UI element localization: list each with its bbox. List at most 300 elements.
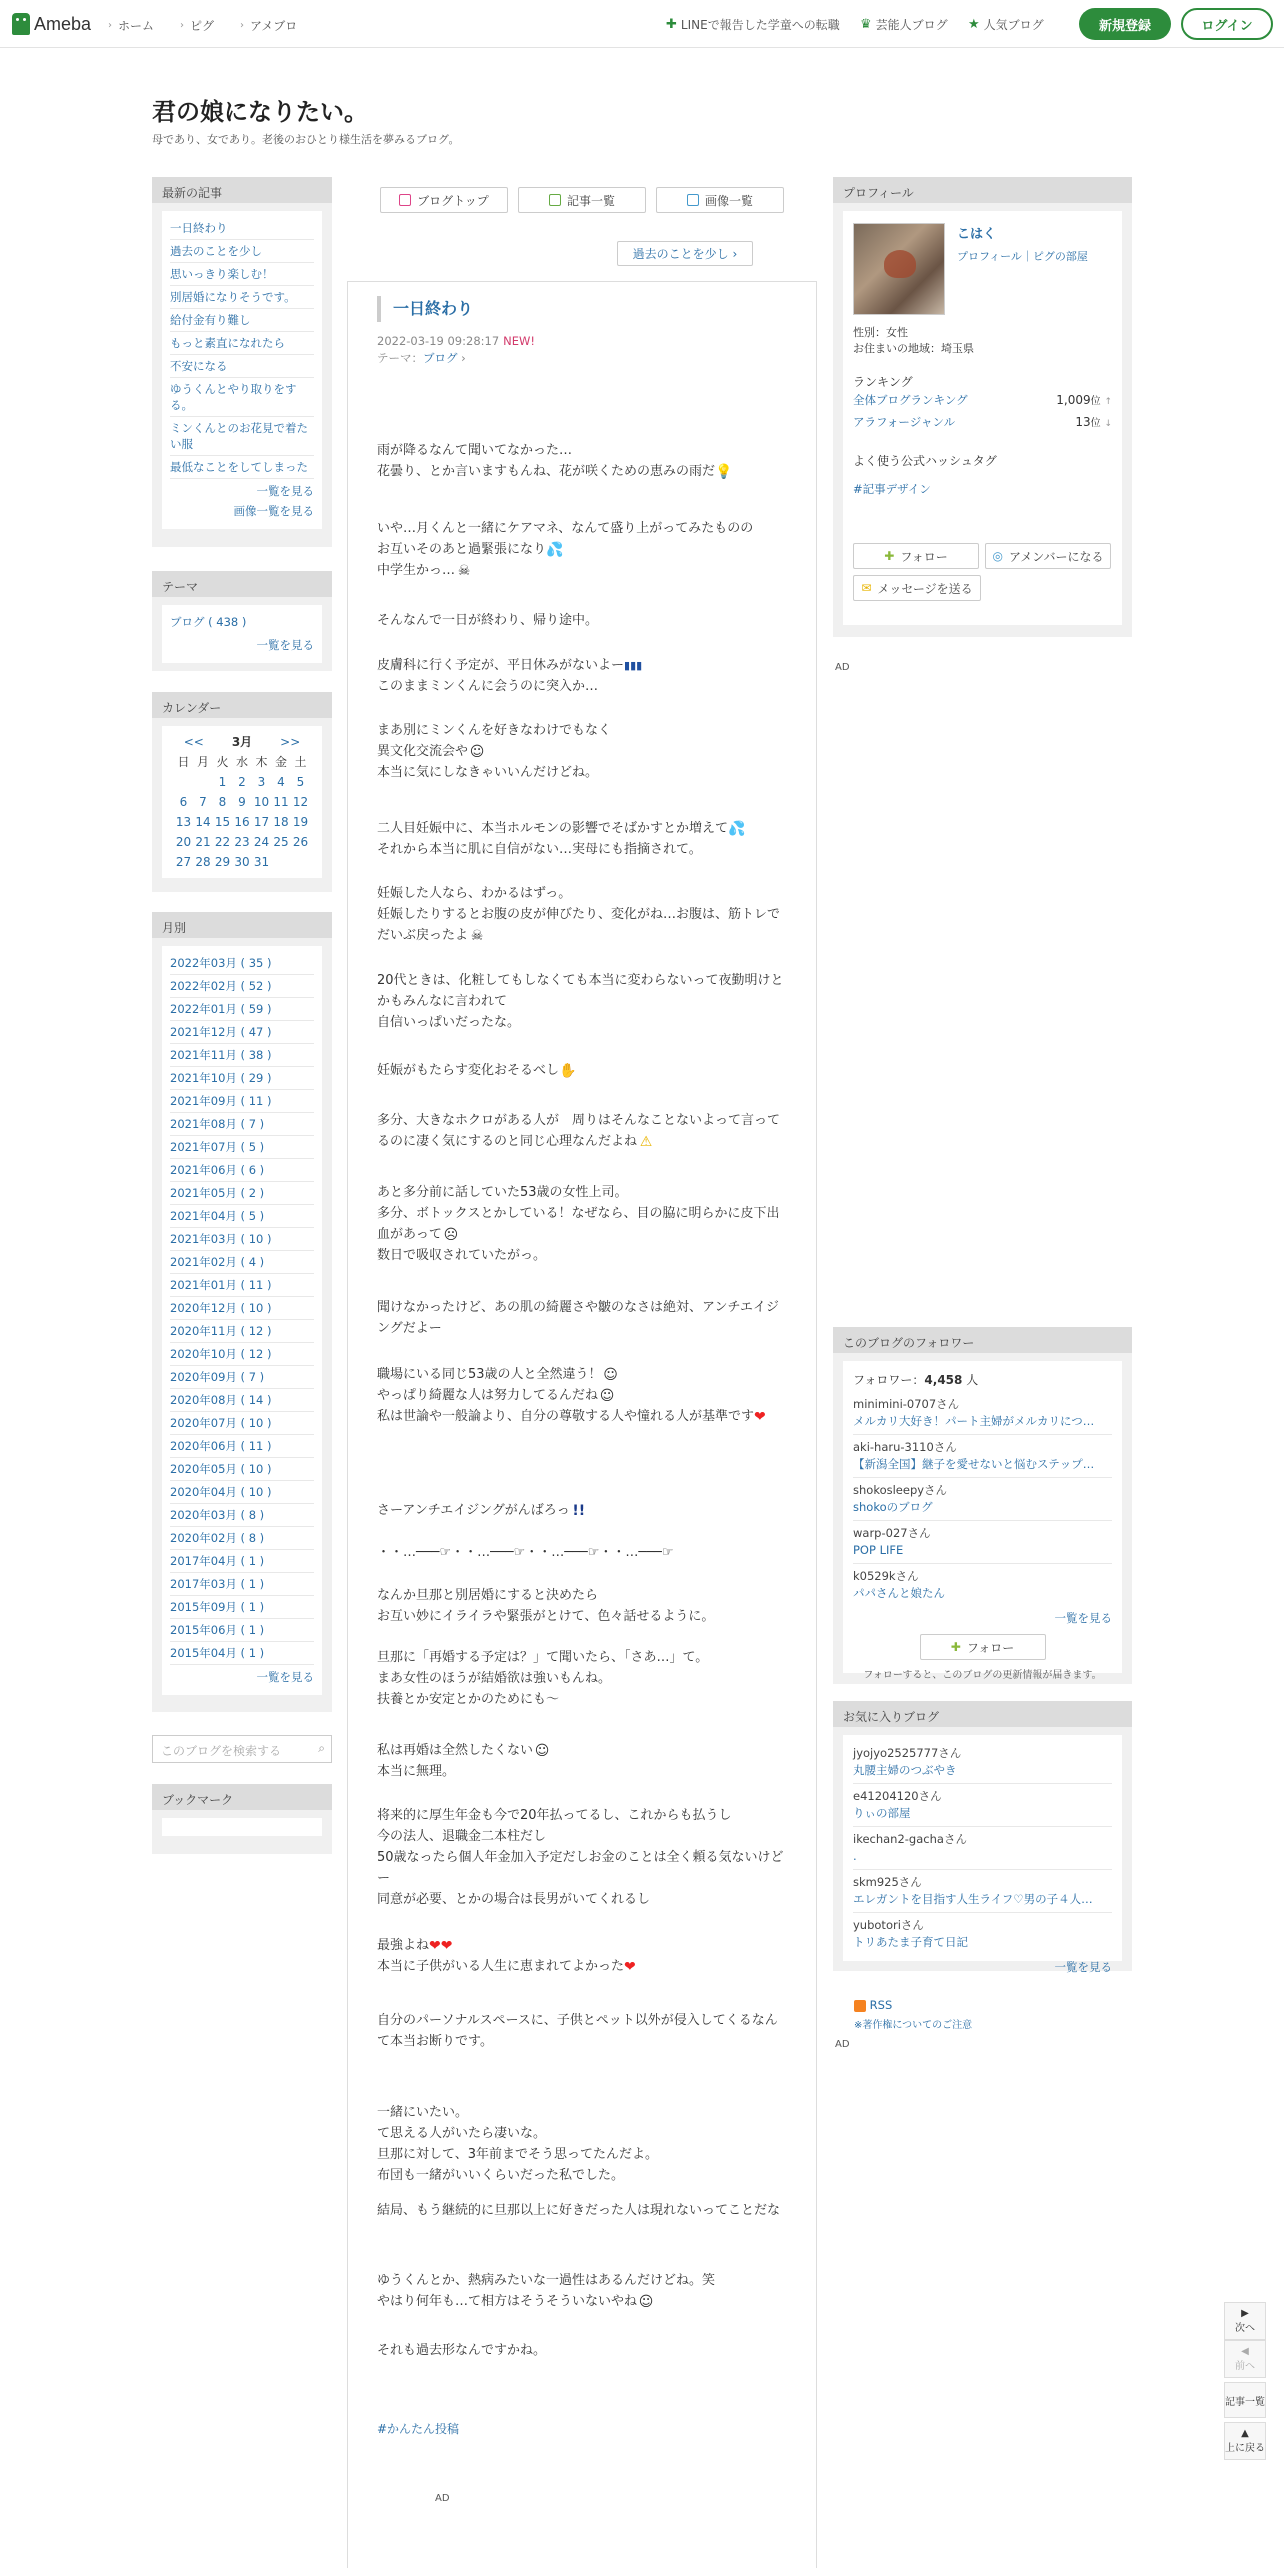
favorite-item[interactable]: [853, 1784, 1112, 1827]
follower-name[interactable]: k0529kさん: [853, 1569, 919, 1583]
recent-article-link[interactable]: ゆうくんとやり取りをする。: [170, 378, 314, 417]
blog-description: 母であり、女であり。老後のおひとり様生活を夢みるブログ。: [152, 133, 460, 146]
scroll-top-button[interactable]: ▲ 上に戻る: [1224, 2422, 1266, 2460]
calendar-day[interactable]: 25: [273, 835, 289, 849]
calendar-day[interactable]: 13: [175, 815, 192, 829]
favorite-name[interactable]: skm925さん: [853, 1875, 922, 1889]
article-title[interactable]: 一日終わり: [377, 296, 473, 322]
calendar: [162, 726, 322, 878]
warning-icon: ⚠: [639, 1133, 653, 1150]
new-badge: NEW!: [503, 334, 535, 348]
bookmark-box: [152, 1784, 332, 1854]
archive-month-link[interactable]: 2021年07月 ( 5 ): [170, 1136, 314, 1159]
recent-more-link[interactable]: 一覧を見る: [256, 484, 314, 498]
star-icon: ★: [968, 17, 980, 32]
plus-icon: ✚: [666, 17, 677, 32]
profile-name[interactable]: こはく: [957, 227, 997, 242]
chevron-right-icon: ›: [240, 20, 244, 31]
archive-month-link[interactable]: 2021年04月 ( 5 ): [170, 1205, 314, 1228]
archive-month-link[interactable]: 2021年06月 ( 6 ): [170, 1159, 314, 1182]
calendar-month: 3月: [231, 735, 253, 749]
calendar-day[interactable]: 26: [292, 835, 309, 849]
article-line: 妊娠したりするとお腹の皮が伸びたり、変化がね…お腹は、筋トレでだいぶ戻ったよ ☠: [377, 907, 781, 944]
article-line: このままミンくんに会うのに突入か…: [377, 679, 599, 694]
calendar-day[interactable]: 28: [195, 855, 211, 869]
favorite-blog[interactable]: .: [853, 1849, 857, 1863]
article-line: 今の法人、退職金二本柱だし: [377, 1829, 547, 1844]
article-line: お互い妙にイライラや緊張がとけて、色々話せるように。: [377, 1609, 715, 1624]
favorite-item[interactable]: [853, 1827, 1112, 1870]
article-line: まあ別にミンくんを好きなわけでもなく: [377, 723, 612, 738]
register-button[interactable]: 新規登録: [1079, 8, 1171, 40]
archive-month-link[interactable]: 2020年06月 ( 11 ): [170, 1435, 314, 1458]
favorite-item[interactable]: [853, 1741, 1112, 1784]
nav-pigg[interactable]: › ピグ: [180, 19, 215, 33]
followers-box: このブログのフォロワー フォロワー：4,458 人 minimini-0707さん メルカリ大好き！パート主婦がメルカリにつ… aki-haru-3110さん 【新潟全国】継子を愛せないと悩むステップ… shokosleepyさん shokoのブログ warp-027さん POP LIFE k0529kさん パパさんと娘たん 一覧を見る ✚ フォロー フォローすると、このブログの更新情報が届きます。: [833, 1327, 1132, 1684]
article-line: それも過去形なんですかね。: [377, 2343, 547, 2358]
favorite-item[interactable]: [853, 1913, 1112, 1955]
article-paragraph: [377, 1542, 787, 1563]
article-line: まあ女性のほうが結婚欲は強いもんね。: [377, 1671, 612, 1686]
article-line: 皮膚科に行く予定が、平日休みがないよー▮▮▮: [377, 658, 643, 673]
profile-gender: 性別：女性: [853, 326, 908, 339]
calendar-day[interactable]: 1: [218, 775, 227, 789]
follower-item[interactable]: [853, 1521, 1112, 1564]
article-paragraph: [377, 720, 787, 783]
follower-name[interactable]: shokosleepyさん: [853, 1483, 948, 1497]
article-line: そんなんで一日が終わり、帰り途中。: [377, 613, 599, 628]
favorite-blog[interactable]: トリあたま子育て日記: [853, 1935, 968, 1949]
tab-blog-top[interactable]: ブログトップ: [380, 187, 508, 213]
blog-top-icon: [399, 194, 411, 206]
favorite-blog[interactable]: 丸腰主婦のつぶやき: [853, 1763, 957, 1777]
article-line: 一緒にいたい。: [377, 2105, 469, 2120]
rank-overall[interactable]: 全体ブログランキング 1,009位 ↑: [853, 393, 1112, 407]
calendar-day[interactable]: 30: [234, 855, 250, 869]
heart-icon: ❤❤: [429, 1937, 453, 1954]
favorite-blog[interactable]: りぃの部屋: [853, 1806, 911, 1820]
article-paragraph: [377, 1585, 787, 1627]
follow-button[interactable]: ✚ フォロー: [853, 543, 979, 569]
profile-links[interactable]: プロフィール｜ピグの部屋: [957, 250, 1088, 263]
calendar-day: [271, 852, 291, 872]
profile-hashtag[interactable]: #記事デザイン: [853, 482, 931, 496]
article-line: やっぱり綺麗な人は努力してるんだね ☺: [377, 1387, 615, 1404]
ad-label: AD: [435, 2493, 450, 2504]
follow-note: フォローすると、このブログの更新情報が届きます。: [863, 1670, 1102, 1681]
article-line: 自信いっぱいだったな。: [377, 1015, 521, 1030]
article-line: 自分のパーソナルスペースに、子供とペット以外が侵入してくるなんて本当お断りです。: [377, 2013, 778, 2049]
calendar-day[interactable]: 20: [175, 835, 192, 849]
article-line: 旦那に「再婚する予定は？」て聞いたら、「さあ…」て。: [377, 1650, 709, 1665]
article-line: 雨が降るなんて聞いてなかった…: [377, 443, 573, 458]
article-paragraph: [377, 610, 787, 631]
archive-month-link[interactable]: 2015年06月 ( 1 ): [170, 1619, 314, 1642]
article-line: 最強よね❤❤: [377, 1937, 453, 1954]
follower-item[interactable]: [853, 1435, 1112, 1478]
article-paragraph: [377, 1364, 787, 1427]
article-paragraph: [377, 440, 787, 482]
article-line: 職場にいる同じ53歳の人と全然違う！ ☺: [377, 1366, 618, 1383]
article-paragraph: [377, 1805, 787, 1910]
article-line: なんか旦那と別居婚にすると決めたら: [377, 1588, 599, 1603]
camera-icon: [687, 194, 699, 206]
calendar-day[interactable]: 6: [179, 795, 188, 809]
calendar-day[interactable]: 3: [257, 775, 266, 789]
article-paragraph: [377, 818, 787, 860]
archive-month-link[interactable]: 2022年03月 ( 35 ): [170, 952, 314, 975]
ameba-logo[interactable]: Ameba: [12, 12, 91, 36]
article-line: 本当に気にしなきゃいいんだけどね。: [377, 765, 599, 780]
recent-article-link[interactable]: 過去のことを少し: [170, 240, 314, 263]
follower-blog[interactable]: パパさんと娘たん: [853, 1586, 945, 1600]
profile-box: [833, 177, 1132, 637]
calendar-day[interactable]: 19: [292, 815, 309, 829]
calendar-day[interactable]: 5: [296, 775, 305, 789]
article-line: 花曇り、とか言いますもんね、花が咲くための恵みの雨だ💡: [377, 463, 733, 480]
archive-month-link[interactable]: 2021年12月 ( 47 ): [170, 1021, 314, 1044]
rank-genre[interactable]: アラフォージャンル 13位 ↓: [853, 415, 1112, 429]
calendar-day[interactable]: 29: [214, 855, 231, 869]
ameba-logo-icon: [12, 13, 30, 35]
follower-blog[interactable]: 【新潟全国】継子を愛せないと悩むステップ…: [853, 1457, 1095, 1471]
article-line: 布団も一緒がいいくらいだった私でした。: [377, 2168, 625, 2183]
follower-name[interactable]: minimini-0707さん: [853, 1397, 960, 1411]
followers-more-link[interactable]: 一覧を見る: [1054, 1611, 1112, 1625]
link-celebrity-blog[interactable]: ♛ 芸能人ブログ: [860, 17, 948, 32]
article-list-float-button[interactable]: 記事一覧: [1224, 2382, 1266, 2418]
arrow-left-icon: ◀: [1241, 2346, 1249, 2357]
arrow-down-icon: ↓: [1104, 419, 1112, 429]
article-theme-link[interactable]: ブログ: [423, 351, 458, 365]
profile-heading: プロフィール: [833, 177, 1132, 203]
calendar-weekday: 土: [294, 755, 307, 769]
face-icon: ☺: [603, 1366, 618, 1383]
article-line: 同意が必要、とかの場合は長男がいてくれるし: [377, 1892, 651, 1907]
theme-more-link[interactable]: 一覧を見る: [256, 638, 314, 652]
calendar-day[interactable]: 11: [273, 795, 289, 809]
calendar-weekday: 水: [235, 755, 248, 769]
calendar-day: [174, 772, 194, 792]
archive-month-link[interactable]: 2021年08月 ( 7 ): [170, 1113, 314, 1136]
article-line: 20代ときは、化粧してもしなくても本当に変わらないって夜勤明けとかもみんなに言われて: [377, 973, 784, 1009]
calendar-day[interactable]: 14: [195, 815, 211, 829]
favorites-heading: お気に入りブログ: [833, 1701, 1132, 1727]
rss-icon: [854, 2000, 866, 2012]
recent-heading: 最新の記事: [152, 177, 332, 203]
arrow-up-icon: ↑: [1104, 397, 1112, 407]
archive-month-link[interactable]: 2020年09月 ( 7 ): [170, 1366, 314, 1389]
calendar-weekday: 月: [196, 755, 209, 769]
theme-box: [152, 571, 332, 671]
calendar-day[interactable]: 27: [175, 855, 192, 869]
article-paragraph: [377, 2102, 787, 2186]
favorite-item[interactable]: [853, 1870, 1112, 1913]
archive-month-link[interactable]: 2020年07月 ( 10 ): [170, 1412, 314, 1435]
archive-month-link[interactable]: 2017年04月 ( 1 ): [170, 1550, 314, 1573]
article-hashtag[interactable]: #かんたん投稿: [377, 2422, 460, 2436]
article-paragraph: [377, 1297, 787, 1339]
calendar-day[interactable]: 10: [253, 795, 270, 809]
calendar-prev[interactable]: <<: [183, 735, 204, 749]
article-line: 50歳なったら個人年金加入予定だしお金のことは全く頼る気ないけどー: [377, 1850, 784, 1886]
article-line: いや…月くんと一緒にケアマネ、なんて盛り上がってみたものの: [377, 521, 754, 536]
calendar-day[interactable]: 16: [234, 815, 250, 829]
archive-month-link[interactable]: 2020年11月 ( 12 ): [170, 1320, 314, 1343]
envelope-icon: ✉: [861, 581, 872, 595]
calendar-day: [291, 852, 311, 872]
favorite-blog[interactable]: エレガントを目指す人生ライフ♡男の子４人…: [853, 1892, 1093, 1906]
article-meta: 2022-03-19 09:28:17 NEW! テーマ：ブログ ›: [377, 334, 535, 365]
chevron-right-icon: ›: [461, 351, 466, 365]
article-line: 結局、もう継続的に旦那以上に好きだった人は現れないってことだな: [377, 2203, 781, 2218]
article-line: さーアンチエイジングがんばろっ !!: [377, 1500, 787, 1521]
tab-article-list[interactable]: 記事一覧: [518, 187, 646, 213]
chevron-right-icon: ›: [108, 20, 112, 31]
face-icon: ☺: [469, 743, 485, 760]
article-paragraph: [377, 1110, 787, 1152]
nav-home[interactable]: › ホーム: [108, 19, 155, 33]
face-icon: ☺: [638, 2293, 654, 2310]
calendar-day[interactable]: 12: [292, 795, 309, 809]
followers-heading: このブログのフォロワー: [833, 1327, 1132, 1353]
face-icon: ☺: [599, 1387, 615, 1404]
theme-item[interactable]: ブログ ( 438 ): [170, 615, 247, 629]
blog-search-input[interactable]: このブログを検索する ⌕: [152, 1735, 332, 1763]
article-line: それから本当に肌に自信がない…実母にも指摘されて。: [377, 842, 702, 857]
archive-month-link[interactable]: 2021年10月 ( 29 ): [170, 1067, 314, 1090]
archive-month-link[interactable]: 2020年02月 ( 8 ): [170, 1527, 314, 1550]
next-article-button[interactable]: ▶ 次へ: [1224, 2302, 1266, 2340]
article-line: 旦那に対して、3年前までそう思ってたんだよ。: [377, 2147, 659, 2162]
tab-image-list[interactable]: 画像一覧: [656, 187, 784, 213]
favorite-name[interactable]: yubotoriさん: [853, 1918, 924, 1932]
image-list-link[interactable]: 画像一覧を見る: [233, 504, 314, 518]
article-paragraph: [377, 1647, 787, 1710]
amember-icon: ◎: [992, 549, 1004, 563]
sweat-icon: 💦: [546, 541, 564, 558]
archive-month-link[interactable]: 2021年01月 ( 11 ): [170, 1274, 314, 1297]
message-button[interactable]: ✉ メッセージを送る: [853, 575, 981, 601]
arrow-right-icon: ▶: [1241, 2308, 1249, 2319]
calendar-weekday: 火: [216, 755, 229, 769]
archive-month-link[interactable]: 2021年02月 ( 4 ): [170, 1251, 314, 1274]
article-paragraph: [377, 2340, 787, 2361]
follower-count: 4,458: [924, 1373, 963, 1387]
plus-icon: ✚: [950, 1640, 961, 1654]
calendar-next[interactable]: >>: [280, 735, 301, 749]
article-paragraph: [377, 2200, 787, 2221]
exclamation-icon: !!: [572, 1502, 586, 1519]
recent-articles-box: [152, 177, 332, 547]
calendar-day[interactable]: 2: [238, 775, 246, 789]
ad-label: AD: [835, 2039, 850, 2050]
skull-icon: ☠: [470, 927, 484, 944]
archive-month-link[interactable]: 2020年08月 ( 14 ): [170, 1389, 314, 1412]
theme-heading: テーマ: [152, 571, 332, 597]
calendar-weekday: 木: [255, 755, 268, 769]
article-line: 私は世論や一般論より、自分の尊敬する人や憧れる人が基準です❤: [377, 1408, 766, 1425]
top-bar: [0, 0, 1284, 48]
archive-month-link[interactable]: 2020年05月 ( 10 ): [170, 1458, 314, 1481]
article-line: 扶養とか安定とかのためにも〜: [377, 1692, 560, 1707]
face-icon: ☺: [534, 1742, 550, 1759]
calendar-day[interactable]: 18: [273, 815, 289, 829]
archive-month-link[interactable]: 2015年04月 ( 1 ): [170, 1642, 314, 1665]
follower-item[interactable]: [853, 1392, 1112, 1435]
archive-month-link[interactable]: 2020年03月 ( 8 ): [170, 1504, 314, 1527]
bars-icon: ▮▮▮: [624, 658, 643, 672]
archive-month-link[interactable]: 2021年05月 ( 2 ): [170, 1182, 314, 1205]
arrow-up-icon: ▲: [1241, 2428, 1249, 2439]
article-line: 数日で吸収されていたがっ。: [377, 1248, 547, 1263]
profile-area: お住まいの地域：埼玉県: [853, 342, 974, 355]
article-line: やはり何年も…て相方はそうそういないやね ☺: [377, 2293, 654, 2310]
calendar-day[interactable]: 17: [253, 815, 270, 829]
chevron-right-icon: ›: [732, 246, 738, 261]
prev-article-float-button[interactable]: ◀ 前へ: [1224, 2340, 1266, 2378]
follower-blog[interactable]: メルカリ大好き！パート主婦がメルカリにつ…: [853, 1414, 1095, 1428]
calendar-day[interactable]: 23: [234, 835, 250, 849]
article-line: 中学生かっ… ☠: [377, 560, 787, 581]
article-paragraph: [377, 970, 787, 1033]
calendar-day[interactable]: 15: [214, 815, 231, 829]
plus-icon: ✚: [884, 549, 895, 563]
skull-icon: ☠: [457, 562, 471, 579]
recent-article-link[interactable]: ミンくんとのお花見で着たい服: [170, 417, 314, 456]
ad-label: AD: [835, 662, 850, 673]
bulb-icon: 💡: [715, 463, 733, 480]
favorite-name[interactable]: ikechan2-gachaさん: [853, 1832, 967, 1846]
face-icon: ☹: [443, 1226, 459, 1243]
article-paragraph: [377, 518, 787, 581]
follow-button-2[interactable]: ✚ フォロー: [920, 1634, 1046, 1660]
calendar-weekday: 日: [177, 755, 190, 769]
heart-icon: ❤: [624, 1958, 636, 1975]
profile-avatar[interactable]: [853, 223, 945, 315]
link-line-report[interactable]: ✚ LINEで報告した学童への転職: [666, 17, 840, 32]
archive-month-link[interactable]: 2020年04月 ( 10 ): [170, 1481, 314, 1504]
follower-name[interactable]: warp-027さん: [853, 1526, 931, 1540]
favorites-more-link[interactable]: 一覧を見る: [1054, 1960, 1112, 1974]
chevron-right-icon: ›: [180, 20, 184, 31]
wave-hand-icon: ✋: [559, 1062, 577, 1079]
calendar-day[interactable]: 4: [277, 775, 285, 789]
article-line: お互いそのあと過緊張になり💦: [377, 541, 564, 558]
calendar-day[interactable]: 22: [214, 835, 231, 849]
login-button[interactable]: ログイン: [1181, 8, 1273, 40]
favorite-name[interactable]: e41204120さん: [853, 1789, 942, 1803]
article-line: ・・…───☞・・…───☞・・…───☞・・…───☞: [377, 1545, 674, 1560]
follower-blog[interactable]: shokoのブログ: [853, 1500, 933, 1514]
article-line: 二人目妊娠中に、本当ホルモンの影響でそばかすとか増えて💦: [377, 820, 746, 837]
archive-month-link[interactable]: 2017年03月 ( 1 ): [170, 1573, 314, 1596]
hashtag-label: よく使う公式ハッシュタグ: [853, 454, 997, 468]
heart-icon: ❤: [754, 1408, 766, 1425]
crown-icon: ♛: [860, 17, 872, 32]
article-paragraph: [377, 1500, 787, 1521]
article-line: 本当に無理。: [377, 1764, 456, 1779]
article-paragraph: [377, 1060, 787, 1081]
sweat-icon: 💦: [728, 820, 746, 837]
recent-article-link[interactable]: 給付金有り難し: [170, 309, 314, 332]
calendar-day[interactable]: 7: [199, 795, 207, 809]
favorites-box: [833, 1701, 1132, 1974]
recent-article-link[interactable]: 一日終わり: [170, 217, 314, 240]
archive-month-link[interactable]: 2015年09月 ( 1 ): [170, 1596, 314, 1619]
recent-article-link[interactable]: 最低なことをしてしまった: [170, 456, 314, 479]
article-paragraph: [377, 2270, 787, 2312]
calendar-day[interactable]: 31: [253, 855, 270, 869]
calendar-day[interactable]: 9: [238, 795, 246, 809]
follower-blog[interactable]: POP LIFE: [853, 1543, 904, 1557]
calendar-heading: カレンダー: [152, 692, 332, 718]
archive-month-link[interactable]: 2020年12月 ( 10 ): [170, 1297, 314, 1320]
recent-article-link[interactable]: 別居婚になりそうです。: [170, 286, 314, 309]
archive-more-link[interactable]: 一覧を見る: [256, 1670, 314, 1684]
article-line: 多分、ボトックスとかしている！なぜなら、目の脇に明らかに皮下出血があって ☹: [377, 1206, 780, 1243]
ranking-label: ランキング: [853, 375, 913, 389]
article-line: て思える人がいたら凄いな。: [377, 2126, 547, 2141]
article-line: 本当に子供がいる人生に恵まれてよかった❤: [377, 1958, 636, 1975]
archive-month-link[interactable]: 2021年03月 ( 10 ): [170, 1228, 314, 1251]
article-list-icon: [549, 194, 561, 206]
calendar-day[interactable]: 21: [195, 835, 211, 849]
archive-box: [152, 912, 332, 1712]
archive-month-link[interactable]: 2020年10月 ( 12 ): [170, 1343, 314, 1366]
archive-month-link[interactable]: 2021年11月 ( 38 ): [170, 1044, 314, 1067]
archive-heading: 月別: [152, 912, 332, 938]
article-line: 将来的に厚生年金も今で20年払ってるし、これからも払うし: [377, 1808, 732, 1823]
article-line: 聞けなかったけど、あの肌の綺麗さや皺のなさは絶対、アンチエイジングだよー: [377, 1300, 779, 1336]
copyright-note[interactable]: ※著作権についてのご注意: [854, 2020, 973, 2031]
calendar-day[interactable]: 24: [253, 835, 270, 849]
calendar-weekday: 金: [274, 755, 287, 769]
article-line: 私は再婚は全然したくない ☺: [377, 1742, 550, 1759]
nav-ameblo[interactable]: › アメブロ: [240, 19, 298, 33]
follower-item[interactable]: [853, 1478, 1112, 1521]
calendar-day: [193, 772, 213, 792]
article-line: 妊娠がもたらす変化おそるべし✋: [377, 1062, 577, 1079]
amember-button[interactable]: ◎ アメンバーになる: [985, 543, 1111, 569]
follower-name[interactable]: aki-haru-3110さん: [853, 1440, 957, 1454]
favorite-name[interactable]: jyojyo2525777さん: [853, 1746, 962, 1760]
bookmark-heading: ブックマーク: [152, 1784, 332, 1810]
article-line: あと多分前に話していた53歳の女性上司。: [377, 1185, 628, 1200]
rss-link[interactable]: RSS: [854, 1998, 892, 2012]
recent-article-link[interactable]: もっと素直になれたら: [170, 332, 314, 355]
archive-month-link[interactable]: 2022年02月 ( 52 ): [170, 975, 314, 998]
article-paragraph: [377, 883, 787, 946]
article-paragraph: [377, 1182, 787, 1266]
follower-item[interactable]: [853, 1564, 1112, 1606]
blog-title[interactable]: 君の娘になりたい。: [152, 98, 368, 126]
article-paragraph: [377, 1740, 787, 1782]
recent-article-link[interactable]: 不安になる: [170, 355, 314, 378]
prev-article-button[interactable]: 過去のことを少し ›: [617, 241, 753, 266]
calendar-box: [152, 692, 332, 892]
archive-month-link[interactable]: 2022年01月 ( 59 ): [170, 998, 314, 1021]
calendar-day[interactable]: 8: [218, 795, 227, 809]
article-paragraph: [377, 655, 787, 697]
article-line: ゆうくんとか、熱病みたいな一過性はあるんだけどね。笑: [377, 2273, 716, 2288]
search-icon[interactable]: ⌕: [318, 1741, 325, 1755]
archive-month-link[interactable]: 2021年09月 ( 11 ): [170, 1090, 314, 1113]
article-line: 異文化交流会や ☺: [377, 743, 485, 760]
recent-article-link[interactable]: 思いっきり楽しむ！: [170, 263, 314, 286]
link-popular-blog[interactable]: ★ 人気ブログ: [968, 17, 1044, 32]
article-line: 多分、大きなホクロがある人が 周りはそんなことないよって言ってるのに凄く気にするのと同じ心理なんだよね ⚠: [377, 1113, 781, 1150]
